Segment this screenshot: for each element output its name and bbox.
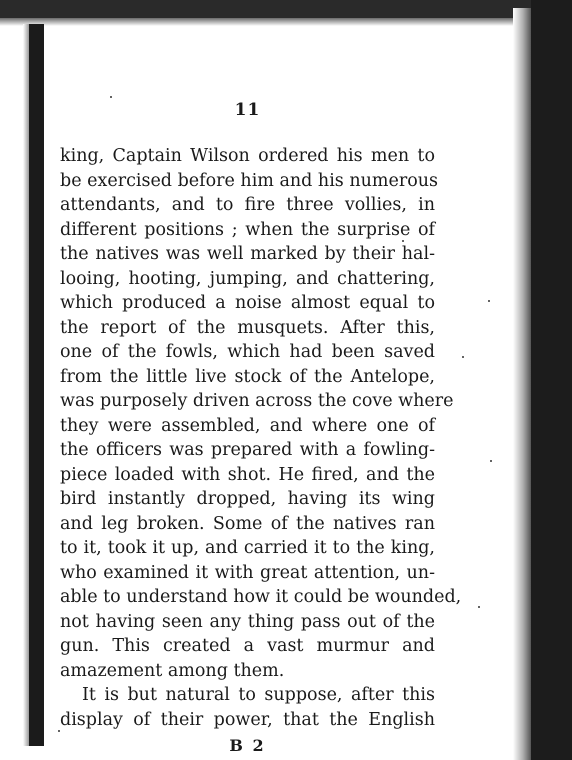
text-line-paragraph-end: amazement among them. [60,660,285,681]
scan-right-edge [531,0,572,760]
text-line: looing, hooting, jumping, and chattering, [60,268,435,289]
text-line: to it, took it up, and carried it to the king, [60,538,435,558]
text-line: piece loaded with shot. He fired, and the [60,464,435,485]
text-line: was purposely driven across the cove where [60,391,454,411]
text-line: and leg broken. Some of the natives ran [60,513,435,534]
book-page [60,96,462,760]
scan-top-edge [0,0,548,18]
text-line: able to understand how it could be wounded, [60,587,462,607]
text-line: one of the fowls, which had been saved [60,342,435,362]
scan-speck [490,460,492,462]
scan-speck [402,240,404,242]
text-line-paragraph-start: It is but natural to suppose, after this [82,685,435,705]
text-line: different positions ; when the surprise of [60,219,435,240]
scan-speck [478,606,480,608]
text-line: not having seen any thing pass out of the [60,611,435,632]
scan-speck [110,96,112,98]
text-line: be exercised before him and his numerous [60,170,438,191]
scan-speck [58,730,60,732]
text-line: attendants, and to fire three vollies, in [60,195,435,215]
text-line: king, Captain Wilson ordered his men to [60,146,435,166]
text-line: the natives was well marked by their hal- [60,244,435,264]
text-line: bird instantly dropped, having its wing [60,489,435,509]
scan-right-shadow [513,8,531,760]
scan-speck [488,300,490,302]
scan-left-binding [29,24,44,746]
text-line: who examined it with great attention, un- [60,562,435,583]
page-number: 11 [234,100,261,120]
signature-mark: B 2 [229,736,266,755]
text-line: they were assembled, and where one of [60,415,435,436]
text-line: gun. This created a vast murmur and [60,636,435,656]
body-text [60,144,462,732]
text-line: the report of the musquets. After this, [60,317,435,338]
text-line: which produced a noise almost equal to [60,293,435,313]
text-line: the officers was prepared with a fowling- [60,440,435,460]
scan-top-shadow [0,18,548,26]
text-line: display of their power, that the English [60,709,435,730]
text-line: from the little live stock of the Antelope, [60,366,435,387]
scan-speck [462,356,464,358]
